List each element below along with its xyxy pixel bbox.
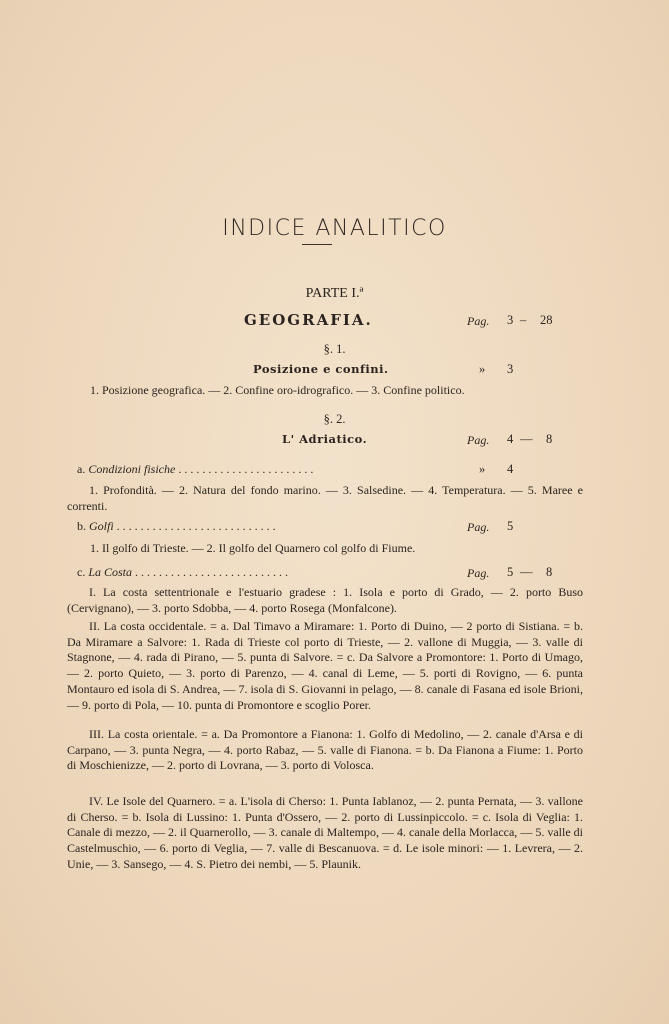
entry-b	[77, 519, 276, 534]
entry-c-page-to: 8	[546, 565, 553, 579]
section-1-quote: »	[479, 362, 486, 376]
geografia-page-dash: –	[520, 313, 527, 327]
paragraph-I: I. La costa settentrionale e l'estuario gradese : 1. Isola e porto di Grado, — 2. porto Buso (Cervignano), — 3. porto Sdobba, — 4. porto Rosega (Monfalcone).	[67, 585, 583, 615]
entry-b-leader: . . . . . . . . . . . . . . . . . . . . . . . . . . .	[116, 519, 276, 533]
geografia-page-from: 3	[507, 313, 514, 327]
paragraph-IV: IV. Le Isole del Quarnero. = a. L'isola di Cherso: 1. Punta Iablanoz, — 2. punta Pernata, — 3. vallone di Cherso. = b. Isola di Lussino: 1. Punta d'Ossero, — 2. porto di Lussinpiccolo. = c. Isola di Veglia: 1. Canale di mezzo, — 2. il Quarnerollo, — 3. canale di Maltempo, — 4. canale della Morlacca, — 5. valle di Castelmuschio, — 6. porto di Veglia, — 7. valle di Bescanuova. = d. Le isole minori: — 1. Levrera, — 2. Unie, — 3. Sansego, — 4. S. Pietro dei nembi, — 5. Plaunik.	[67, 794, 583, 871]
geografia-pag-label: Pag.	[467, 314, 490, 328]
entry-c-label: La Costa	[88, 565, 133, 579]
entry-a-label: Condizioni fisiche	[88, 462, 176, 476]
entry-c-letter: c.	[77, 565, 86, 579]
section-2-number: §. 2.	[323, 412, 346, 426]
entry-c-page-from: 5	[507, 565, 514, 579]
entry-b-letter: b.	[77, 519, 86, 533]
entry-a-quote: »	[479, 462, 486, 476]
entry-c-leader: . . . . . . . . . . . . . . . . . . . . . . . . . .	[135, 565, 289, 579]
paragraph-III: III. La costa orientale. = a. Da Promontore a Fianona: 1. Golfo di Medolino, — 2. canale d'Arsa e di Carpano, — 3. punta Negra, — 4. porto Rabaz, — 5. valle di Fianona. = b. Da Fianona a Fiume: 1. Porto di Moschienizze, — 2. porto di Lovrana, — 3. porto di Volosca.	[67, 727, 583, 773]
entry-b-pag-label: Pag.	[467, 520, 490, 534]
entry-a-page: 4	[507, 462, 514, 476]
entry-b-label: Golfi	[89, 519, 114, 533]
entry-a-leader: . . . . . . . . . . . . . . . . . . . . . . .	[178, 462, 314, 476]
entry-a-letter: a.	[77, 462, 86, 476]
section-2-page-from: 4	[507, 432, 514, 446]
geografia-heading: GEOGRAFIA.	[244, 311, 373, 329]
entry-b-page: 5	[507, 519, 514, 533]
entry-a	[77, 462, 313, 477]
entry-a-text: 1. Profondità. — 2. Natura del fondo marino. — 3. Salsedine. — 4. Temperatura. — 5. Maree e correnti.	[67, 483, 583, 513]
parte-heading: PARTE I.ª	[305, 286, 364, 301]
entry-c-page-dash: —	[520, 565, 533, 579]
section-2-pag-label: Pag.	[467, 433, 490, 447]
page-title: INDICE ANALITICO	[222, 216, 447, 241]
section-2-page-to: 8	[546, 432, 553, 446]
entry-c-pag-label: Pag.	[467, 566, 490, 580]
section-1-heading: Posizione e confini.	[253, 362, 389, 376]
section-2-page-dash: —	[520, 432, 533, 446]
paragraph-II: II. La costa occidentale. = a. Dal Timavo a Miramare: 1. Porto di Duino, — 2 porto di Sistiana. = b. Da Miramare a Salvore: 1. Rada di Trieste col porto di Trieste, — 2. vallone di Muggia, — 3. valle di Stagnone, — 4. rada di Pirano, — 5. punta di Salvore. = c. Da Salvore a Promontore: 1. Porto di Umago, — 2. porto Quieto, — 3. porto di Parenzo, — 4. canal di Leme, — 5. porti di Rovigno, — 6. punta Montauro ed isola di S. Andrea, — 7. isola di S. Giovanni in pelago, — 8. canale di Fasana ed isole Brioni, — 9. porto di Pola, — 10. punta di Promontore e scoglio Porer.	[67, 619, 583, 712]
section-1-text: 1. Posizione geografica. — 2. Confine oro-idrografico. — 3. Confine politico.	[90, 383, 465, 397]
geografia-page-to: 28	[540, 313, 553, 327]
section-1-page: 3	[507, 362, 514, 376]
section-1-number: §. 1.	[323, 342, 346, 356]
title-rule	[302, 244, 332, 245]
entry-b-text: 1. Il golfo di Trieste. — 2. Il golfo del Quarnero col golfo di Fiume.	[90, 541, 416, 555]
entry-c	[77, 565, 288, 580]
section-2-heading: L' Adriatico.	[282, 432, 368, 446]
